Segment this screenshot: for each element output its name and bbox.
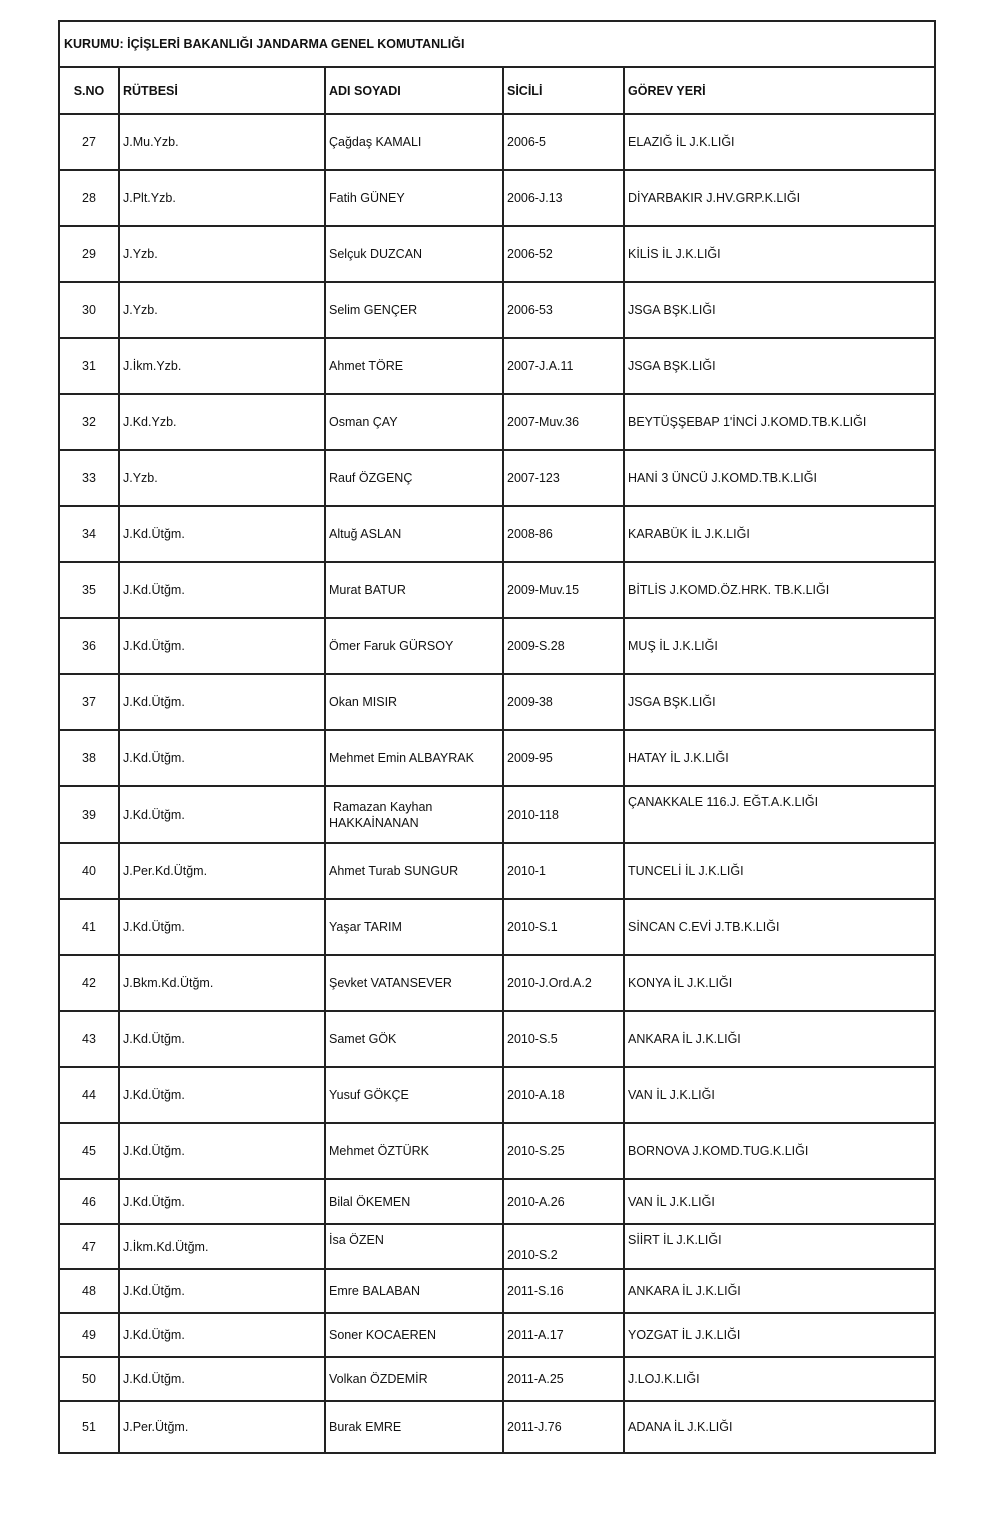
table-row xyxy=(59,114,935,170)
row-sicil: 2010-S.1 xyxy=(503,899,624,955)
row-no: 32 xyxy=(59,394,119,450)
row-sicil: 2011-S.16 xyxy=(503,1269,624,1313)
row-name: Yusuf GÖKÇE xyxy=(325,1067,503,1123)
row-no: 41 xyxy=(59,899,119,955)
table-body xyxy=(59,114,935,1453)
table-row xyxy=(59,1067,935,1123)
row-duty: DİYARBAKIR J.HV.GRP.K.LIĞI xyxy=(624,170,935,226)
table-row xyxy=(59,338,935,394)
header-name: ADI SOYADI xyxy=(325,67,503,114)
row-no: 43 xyxy=(59,1011,119,1067)
table-row xyxy=(59,730,935,786)
table-row xyxy=(59,1011,935,1067)
row-name: Murat BATUR xyxy=(325,562,503,618)
row-name: Burak EMRE xyxy=(325,1401,503,1453)
row-name: Selçuk DUZCAN xyxy=(325,226,503,282)
institution-row xyxy=(59,21,935,67)
row-duty: VAN İL J.K.LIĞI xyxy=(624,1067,935,1123)
row-name: Soner KOCAEREN xyxy=(325,1313,503,1357)
row-rank: J.Kd.Ütğm. xyxy=(119,618,325,674)
row-name: Ahmet TÖRE xyxy=(325,338,503,394)
table-row xyxy=(59,562,935,618)
row-sicil: 2006-5 xyxy=(503,114,624,170)
row-rank: J.Yzb. xyxy=(119,226,325,282)
header-duty: GÖREV YERİ xyxy=(624,67,935,114)
row-duty: HANİ 3 ÜNCÜ J.KOMD.TB.K.LIĞI xyxy=(624,450,935,506)
row-duty: ANKARA İL J.K.LIĞI xyxy=(624,1011,935,1067)
row-sicil: 2009-Muv.15 xyxy=(503,562,624,618)
row-name: Bilal ÖKEMEN xyxy=(325,1179,503,1224)
row-rank: J.Yzb. xyxy=(119,282,325,338)
row-duty: ANKARA İL J.K.LIĞI xyxy=(624,1269,935,1313)
row-rank: J.Kd.Ütğm. xyxy=(119,1357,325,1401)
row-name-line-1: Ramazan Kayhan xyxy=(333,799,433,814)
row-rank: J.İkm.Kd.Ütğm. xyxy=(119,1224,325,1269)
row-no: 34 xyxy=(59,506,119,562)
row-rank: J.Kd.Ütğm. xyxy=(119,1123,325,1179)
row-no: 44 xyxy=(59,1067,119,1123)
row-duty: KARABÜK İL J.K.LIĞI xyxy=(624,506,935,562)
table-row xyxy=(59,1269,935,1313)
row-name: Altuğ ASLAN xyxy=(325,506,503,562)
table-row xyxy=(59,786,935,843)
row-name-line-2: HAKKAİNANAN xyxy=(329,815,419,830)
row-sicil: 2010-1 xyxy=(503,843,624,899)
row-rank: J.Kd.Ütğm. xyxy=(119,1067,325,1123)
row-name: Osman ÇAY xyxy=(325,394,503,450)
row-rank: J.İkm.Yzb. xyxy=(119,338,325,394)
row-name: Çağdaş KAMALI xyxy=(325,114,503,170)
row-sicil: 2007-123 xyxy=(503,450,624,506)
row-sicil: 2011-A.17 xyxy=(503,1313,624,1357)
row-duty: J.LOJ.K.LIĞI xyxy=(624,1357,935,1401)
institution-title: KURUMU: İÇİŞLERİ BAKANLIĞI JANDARMA GENEL KOMUTANLIĞI xyxy=(59,21,935,67)
row-name: Mehmet Emin ALBAYRAK xyxy=(325,730,503,786)
row-duty: BEYTÜŞŞEBAP 1'İNCİ J.KOMD.TB.K.LIĞI xyxy=(624,394,935,450)
table-row xyxy=(59,1179,935,1224)
table-row xyxy=(59,506,935,562)
row-no: 31 xyxy=(59,338,119,394)
row-no: 40 xyxy=(59,843,119,899)
row-sicil: 2011-A.25 xyxy=(503,1357,624,1401)
row-sicil: 2009-S.28 xyxy=(503,618,624,674)
row-no: 36 xyxy=(59,618,119,674)
row-rank: J.Kd.Ütğm. xyxy=(119,1179,325,1224)
row-rank: J.Kd.Ütğm. xyxy=(119,674,325,730)
row-no: 48 xyxy=(59,1269,119,1313)
row-name: Mehmet ÖZTÜRK xyxy=(325,1123,503,1179)
table-row xyxy=(59,170,935,226)
personnel-document xyxy=(58,20,934,1454)
row-rank: J.Yzb. xyxy=(119,450,325,506)
row-sicil: 2010-A.26 xyxy=(503,1179,624,1224)
row-duty: MUŞ İL J.K.LIĞI xyxy=(624,618,935,674)
table-row xyxy=(59,282,935,338)
row-name: Emre BALABAN xyxy=(325,1269,503,1313)
row-duty: BİTLİS J.KOMD.ÖZ.HRK. TB.K.LIĞI xyxy=(624,562,935,618)
row-rank: J.Per.Ütğm. xyxy=(119,1401,325,1453)
row-sicil: 2009-95 xyxy=(503,730,624,786)
row-no: 46 xyxy=(59,1179,119,1224)
row-rank: J.Bkm.Kd.Ütğm. xyxy=(119,955,325,1011)
header-sicil: SİCİLİ xyxy=(503,67,624,114)
row-no: 42 xyxy=(59,955,119,1011)
table-row xyxy=(59,450,935,506)
row-rank: J.Kd.Ütğm. xyxy=(119,506,325,562)
row-duty: JSGA BŞK.LIĞI xyxy=(624,338,935,394)
row-name: Yaşar TARIM xyxy=(325,899,503,955)
row-duty: TUNCELİ İL J.K.LIĞI xyxy=(624,843,935,899)
row-name: Şevket VATANSEVER xyxy=(325,955,503,1011)
table-row xyxy=(59,1224,935,1269)
row-rank: J.Plt.Yzb. xyxy=(119,170,325,226)
row-duty: KONYA İL J.K.LIĞI xyxy=(624,955,935,1011)
row-rank: J.Per.Kd.Ütğm. xyxy=(119,843,325,899)
row-no: 45 xyxy=(59,1123,119,1179)
personnel-table xyxy=(58,20,936,1454)
table-row xyxy=(59,1313,935,1357)
row-no: 28 xyxy=(59,170,119,226)
row-duty: ELAZIĞ İL J.K.LIĞI xyxy=(624,114,935,170)
row-sicil: 2007-Muv.36 xyxy=(503,394,624,450)
row-no: 38 xyxy=(59,730,119,786)
row-duty: KİLİS İL J.K.LIĞI xyxy=(624,226,935,282)
row-sicil: 2010-118 xyxy=(503,786,624,843)
row-sicil: 2008-86 xyxy=(503,506,624,562)
row-sicil: 2011-J.76 xyxy=(503,1401,624,1453)
header-rank: RÜTBESİ xyxy=(119,67,325,114)
row-sicil: 2006-J.13 xyxy=(503,170,624,226)
row-rank: J.Kd.Ütğm. xyxy=(119,1269,325,1313)
row-name: Selim GENÇER xyxy=(325,282,503,338)
row-no: 35 xyxy=(59,562,119,618)
table-row xyxy=(59,618,935,674)
row-rank: J.Kd.Ütğm. xyxy=(119,899,325,955)
table-row xyxy=(59,899,935,955)
row-name: Samet GÖK xyxy=(325,1011,503,1067)
table-row xyxy=(59,1123,935,1179)
row-sicil: 2009-38 xyxy=(503,674,624,730)
row-rank: J.Kd.Ütğm. xyxy=(119,786,325,843)
row-sicil: 2007-J.A.11 xyxy=(503,338,624,394)
row-sicil: 2010-S.25 xyxy=(503,1123,624,1179)
row-sicil: 2010-S.2 xyxy=(503,1224,624,1269)
row-no: 37 xyxy=(59,674,119,730)
row-rank: J.Kd.Yzb. xyxy=(119,394,325,450)
row-no: 47 xyxy=(59,1224,119,1269)
row-duty: BORNOVA J.KOMD.TUG.K.LIĞI xyxy=(624,1123,935,1179)
table-row xyxy=(59,843,935,899)
table-row xyxy=(59,955,935,1011)
row-no: 50 xyxy=(59,1357,119,1401)
row-name: Volkan ÖZDEMİR xyxy=(325,1357,503,1401)
row-no: 39 xyxy=(59,786,119,843)
row-sicil: 2010-A.18 xyxy=(503,1067,624,1123)
table-row xyxy=(59,1401,935,1453)
row-rank: J.Kd.Ütğm. xyxy=(119,1313,325,1357)
header-row xyxy=(59,67,935,114)
row-no: 51 xyxy=(59,1401,119,1453)
row-duty: JSGA BŞK.LIĞI xyxy=(624,674,935,730)
row-duty: SİİRT İL J.K.LIĞI xyxy=(624,1224,935,1269)
row-no: 30 xyxy=(59,282,119,338)
row-duty: ADANA İL J.K.LIĞI xyxy=(624,1401,935,1453)
row-name: Ahmet Turab SUNGUR xyxy=(325,843,503,899)
row-duty: JSGA BŞK.LIĞI xyxy=(624,282,935,338)
row-name: Okan MISIR xyxy=(325,674,503,730)
row-no: 29 xyxy=(59,226,119,282)
row-name: İsa ÖZEN xyxy=(325,1224,503,1269)
row-sicil: 2006-52 xyxy=(503,226,624,282)
row-duty: HATAY İL J.K.LIĞI xyxy=(624,730,935,786)
row-duty: SİNCAN C.EVİ J.TB.K.LIĞI xyxy=(624,899,935,955)
table-row xyxy=(59,674,935,730)
row-rank: J.Kd.Ütğm. xyxy=(119,562,325,618)
row-no: 27 xyxy=(59,114,119,170)
header-no: S.NO xyxy=(59,67,119,114)
row-duty: VAN İL J.K.LIĞI xyxy=(624,1179,935,1224)
row-name: Fatih GÜNEY xyxy=(325,170,503,226)
row-rank: J.Mu.Yzb. xyxy=(119,114,325,170)
row-no: 33 xyxy=(59,450,119,506)
row-duty: ÇANAKKALE 116.J. EĞT.A.K.LIĞI xyxy=(624,786,935,843)
table-row xyxy=(59,1357,935,1401)
table-row xyxy=(59,394,935,450)
row-rank: J.Kd.Ütğm. xyxy=(119,1011,325,1067)
row-name: Rauf ÖZGENÇ xyxy=(325,450,503,506)
row-sicil: 2010-J.Ord.A.2 xyxy=(503,955,624,1011)
row-no: 49 xyxy=(59,1313,119,1357)
row-duty: YOZGAT İL J.K.LIĞI xyxy=(624,1313,935,1357)
row-rank: J.Kd.Ütğm. xyxy=(119,730,325,786)
table-row xyxy=(59,226,935,282)
row-sicil: 2006-53 xyxy=(503,282,624,338)
row-sicil: 2010-S.5 xyxy=(503,1011,624,1067)
row-name: Ömer Faruk GÜRSOY xyxy=(325,618,503,674)
row-name xyxy=(325,786,503,843)
